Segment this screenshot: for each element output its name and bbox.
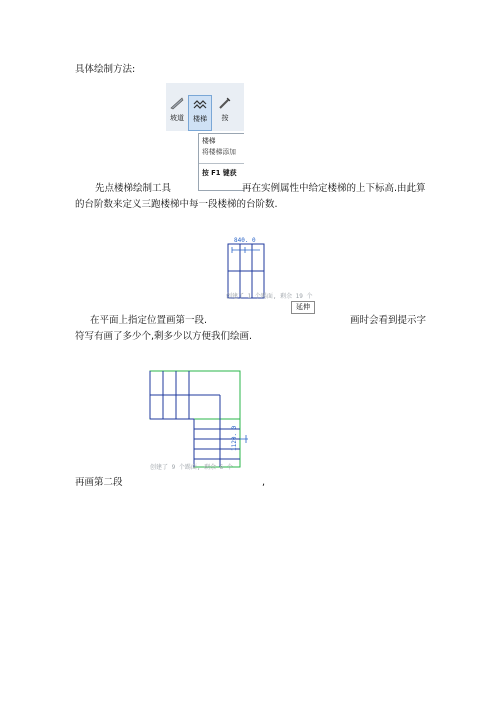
tooltip-divider xyxy=(199,163,244,164)
paragraph-3-mark: , xyxy=(262,477,266,488)
paragraph-1-left: 先点楼梯绘制工具 xyxy=(95,183,172,194)
paragraph-2-left: 在平面上指定位置画第一段. xyxy=(90,315,208,326)
sketch-icon xyxy=(217,95,233,111)
dimension-label: 840. 0 xyxy=(234,237,256,244)
ramp-label: 坡道 xyxy=(170,114,184,122)
stair-icon xyxy=(192,96,208,112)
stair-tooltip xyxy=(198,133,244,191)
section-heading: 具体绘制方法: xyxy=(75,64,136,75)
by-sketch-label: 按 xyxy=(221,114,229,122)
stair-button[interactable] xyxy=(188,95,212,131)
ribbon-screenshot xyxy=(166,83,244,191)
paragraph-1-right: 再在实例属性中给定楼梯的上下标高.由此算 xyxy=(242,183,426,194)
stair-label: 楼梯 xyxy=(193,115,207,123)
paragraph-2-line2: 符写有画了多少个,剩多少以方便我们绘画. xyxy=(75,331,253,342)
by-sketch-button[interactable] xyxy=(214,95,236,129)
tooltip-description: 将楼梯添加 xyxy=(202,148,236,156)
riser-count-hint: 创建了 1 个踢面, 剩余 19 个 xyxy=(226,293,313,300)
extend-tooltip: 延伸 xyxy=(291,301,315,314)
first-run-figure xyxy=(220,236,330,304)
tooltip-title: 楼梯 xyxy=(202,137,216,145)
ramp-button[interactable] xyxy=(166,95,188,129)
paragraph-3: 再画第二段 xyxy=(75,477,123,488)
tooltip-help: 按 F1 键获 xyxy=(202,169,237,177)
ramp-icon xyxy=(169,95,185,111)
paragraph-2-right: 画时会看到提示字 xyxy=(350,315,427,326)
dimension-label: 1120. 0 xyxy=(231,425,238,451)
second-run-figure xyxy=(146,365,266,475)
riser-count-hint: 创建了 9 个踢面, 剩余 6 个 xyxy=(150,464,233,471)
paragraph-1-line2: 的台阶数来定义三跑楼梯中每一段楼梯的台阶数. xyxy=(75,199,278,210)
